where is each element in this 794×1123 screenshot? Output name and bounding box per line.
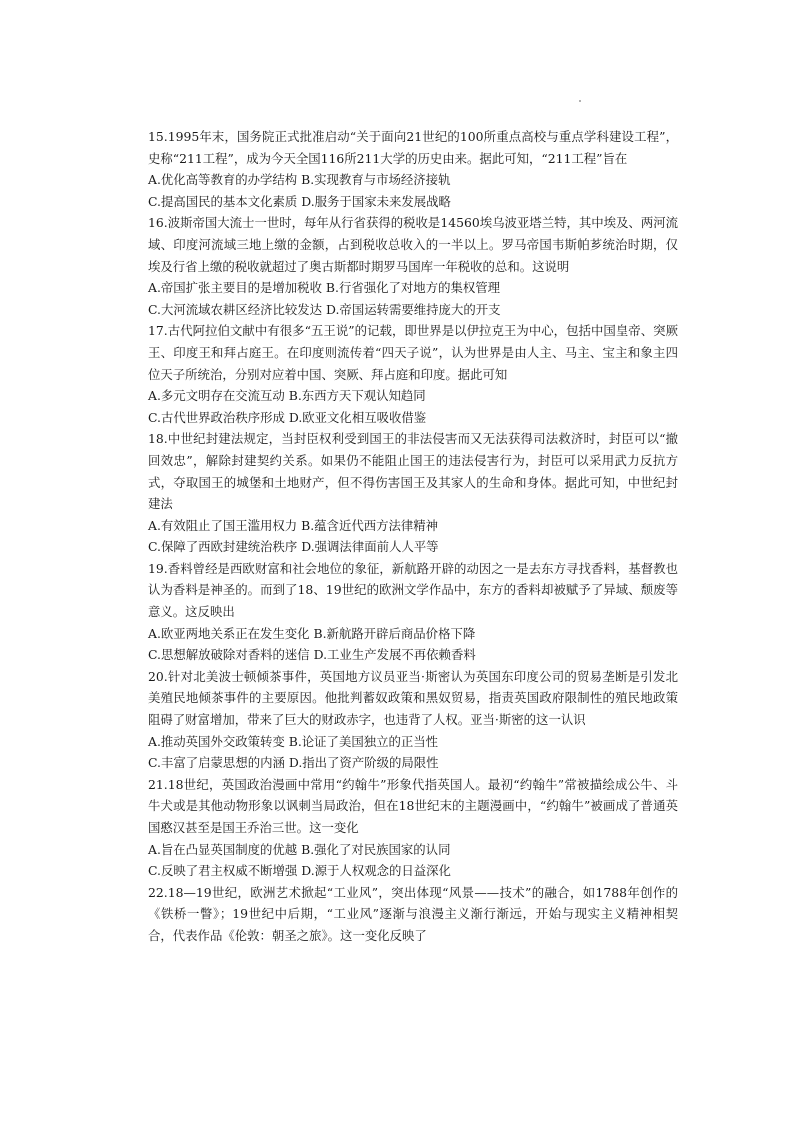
answer-options-line: C.大河流域农耕区经济比较发达 D.帝国运转需要维持庞大的开支 xyxy=(148,301,501,317)
question-stem: 15.1995年末，国务院正式批准启动“关于面向21世纪的100所重点高校与重点学科建设工程”，史称“211工程”，成为今天全国116所211大学的历史由来。据此可知，“211工程”旨在 xyxy=(148,129,678,166)
scan-speck xyxy=(579,100,581,102)
answer-options-line: A.有效阻止了国王滥用权力 B.蕴含近代西方法律精神 xyxy=(148,517,439,533)
answer-options-line: A.多元文明存在交流互动 B.东西方天下观认知趋同 xyxy=(148,388,426,404)
question-stem: 16.波斯帝国大流士一世时，每年从行省获得的税收是14560埃乌波亚塔兰特，其中埃及、两河流域、印度河流域三地上缴的金额，占到税收总收入的一半以上。罗马帝国韦斯帕芗统治时期，仅埃及行省上缴的税收就超过了奥古斯都时期罗马国库一年税收的总和。这说明 xyxy=(148,215,678,274)
answer-options-line: C.古代世界政治秩序形成 D.欧亚文化相互吸收借鉴 xyxy=(148,409,427,425)
question-block xyxy=(148,666,678,774)
question-block xyxy=(148,320,678,428)
question-block xyxy=(148,428,678,558)
answer-options-line: A.旨在凸显英国制度的优越 B.强化了对民族国家的认同 xyxy=(148,841,451,857)
question-stem: 21.18世纪，英国政治漫画中常用“约翰牛”形象代指英国人。最初“约翰牛”常被描绘成公牛、斗牛犬或是其他动物形象以讽刺当局政治，但在18世纪末的主题漫画中，“约翰牛”被画成了普通英国憨汉甚至是国王乔治三世。这一变化 xyxy=(148,776,678,835)
question-stem: 19.香料曾经是西欧财富和社会地位的象征，新航路开辟的动因之一是去东方寻找香料，基督教也认为香料是神圣的。而到了18、19世纪的欧洲文学作品中，东方的香料却被赋予了异域、颓废等意义。这反映出 xyxy=(148,560,678,620)
answer-options-line: C.提高国民的基本文化素质 D.服务于国家未来发展战略 xyxy=(148,193,451,209)
question-block xyxy=(148,882,678,947)
answer-options-line: A.帝国扩张主要目的是增加税收 B.行省强化了对地方的集权管理 xyxy=(148,280,501,296)
question-stem: 22.18—19世纪，欧洲艺术掀起“工业风”，突出体现“风景——技术”的融合，如1788年创作的《铁桥一瞥》；19世纪中后期，“工业风”逐渐与浪漫主义渐行渐远，开始与现实主义精神相契合，代表作品《伦敦：朝圣之旅》。这一变化反映了 xyxy=(148,884,678,943)
question-stem: 17.古代阿拉伯文献中有很多“五王说”的记载，即世界是以伊拉克王为中心，包括中国皇帝、突厥王、印度王和拜占庭王。在印度则流传着“四天子说”，认为世界是由人主、马主、宝主和象主四位天子所统治，分别对应着中国、突厥、拜占庭和印度。据此可知 xyxy=(148,323,678,382)
answer-options-line: A.欧亚两地关系正在发生变化 B.新航路开辟后商品价格下降 xyxy=(148,625,476,641)
question-list xyxy=(148,126,678,947)
question-block xyxy=(148,126,678,212)
question-block xyxy=(148,558,678,666)
answer-options-line: C.反映了君主权威不断增强 D.源于人权观念的日益深化 xyxy=(148,863,451,879)
question-block xyxy=(148,774,678,882)
answer-options-line: C.保障了西欧封建统治秩序 D.强调法律面前人人平等 xyxy=(148,539,439,555)
answer-options-line: A.优化高等教育的办学结构 B.实现教育与市场经济接轨 xyxy=(148,172,451,188)
answer-options-line: A.推动英国外交政策转变 B.论证了美国独立的正当性 xyxy=(148,733,439,749)
question-block xyxy=(148,212,678,320)
answer-options-line: C.丰富了启蒙思想的内涵 D.指出了资产阶级的局限性 xyxy=(148,755,439,771)
question-stem: 18.中世纪封建法规定，当封臣权利受到国王的非法侵害而又无法获得司法救济时，封臣可以“撤回效忠”，解除封建契约关系。如果仍不能阻止国王的违法侵害行为，封臣可以采用武力反抗方式，夺取国王的城堡和土地财产，但不得伤害国王及其家人的生命和身体。据此可知，中世纪封建法 xyxy=(148,431,678,512)
question-stem: 20.针对北美波士顿倾茶事件，英国地方议员亚当·斯密认为英国东印度公司的贸易垄断是引发北美殖民地倾茶事件的主要原因。他批判蓄奴政策和黑奴贸易，指责英国政府限制性的殖民地政策阻碍了财富增加，带来了巨大的财政赤字，也违背了人权。亚当·斯密的这一认识 xyxy=(148,668,678,728)
answer-options-line: C.思想解放破除对香料的迷信 D.工业生产发展不再依赖香料 xyxy=(148,647,476,663)
